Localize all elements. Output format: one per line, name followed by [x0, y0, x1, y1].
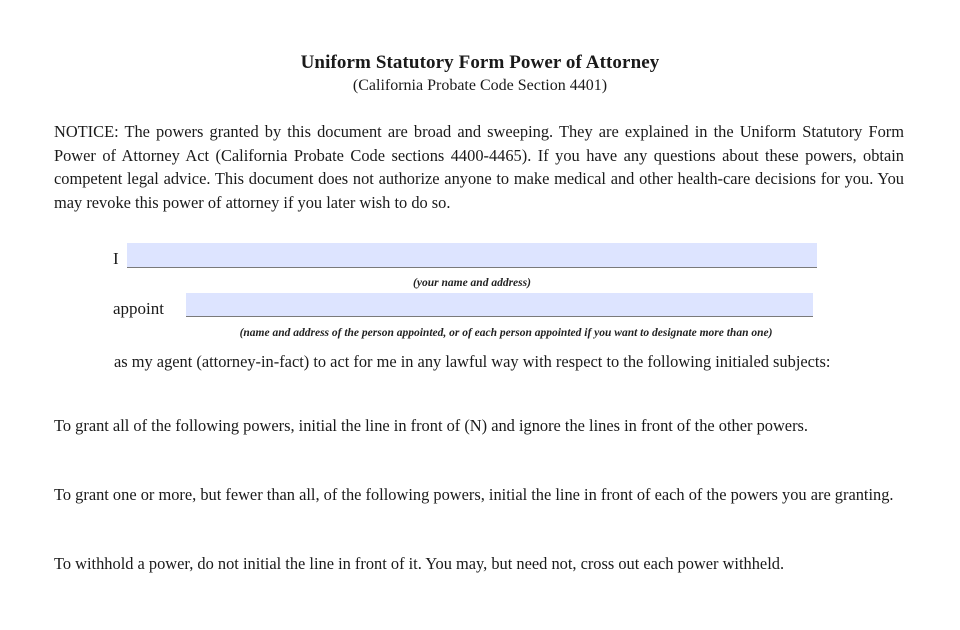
agent-name-address-field[interactable] — [186, 293, 813, 317]
notice-paragraph: NOTICE: The powers granted by this document are broad and sweeping. They are explained in the Uniform Statutory Form Power of Attorney Act (California Probate Code sections 4400-4465). If you have any questions about these powers, obtain competent legal advice. This document does not authorize anyone to make medical and other health-care decisions for you. You may revoke this power of attorney if you later wish to do so. — [54, 122, 904, 212]
instruction-grant-some: To grant one or more, but fewer than all, of the following powers, initial the line in front of each of the powers you are granting. — [54, 485, 894, 504]
principal-label: I — [113, 249, 119, 268]
document-title: Uniform Statutory Form Power of Attorney — [300, 52, 660, 73]
agent-label: appoint — [113, 299, 164, 318]
agent-caption: (name and address of the person appointed, or of each person appointed if you want to designate more than one) — [239, 327, 773, 339]
instruction-withhold: To withhold a power, do not initial the line in front of it. You may, but need not, cross out each power withheld. — [54, 554, 785, 573]
document-subtitle: (California Probate Code Section 4401) — [352, 77, 608, 94]
principal-name-address-field[interactable] — [127, 243, 817, 268]
instruction-grant-all: To grant all of the following powers, initial the line in front of (N) and ignore the lines in front of the other powers. — [54, 416, 809, 435]
principal-caption: (your name and address) — [413, 277, 531, 289]
agent-authority-text: as my agent (attorney-in-fact) to act for me in any lawful way with respect to the following initialed subjects: — [114, 352, 831, 371]
